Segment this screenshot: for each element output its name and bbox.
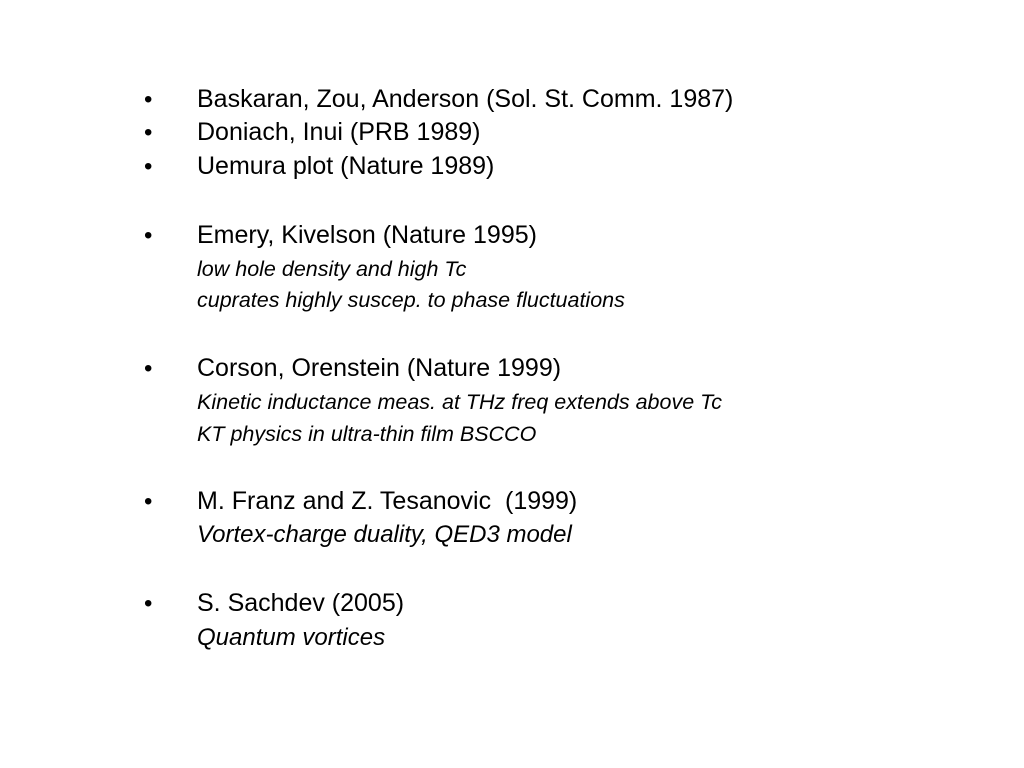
reference-franz: M. Franz and Z. Tesanovic (1999) [197,487,578,515]
note-emery-2: cuprates highly suscep. to phase fluctuations [197,288,625,312]
reference-emery: Emery, Kivelson (Nature 1995) [197,221,537,249]
reference-sachdev: S. Sachdev (2005) [197,589,405,617]
reference-uemura: Uemura plot (Nature 1989) [197,152,495,180]
bullet-marker: • [144,86,153,113]
bullet-marker: • [144,153,153,180]
bullet-marker: • [144,355,153,382]
note-sachdev-1: Quantum vortices [197,624,386,651]
note-emery-1: low hole density and high Tc [197,257,467,281]
note-corson-1: Kinetic inductance meas. at THz freq extends above Tc [197,390,723,414]
reference-doniach: Doniach, Inui (PRB 1989) [197,118,481,146]
bullet-marker: • [144,488,153,515]
note-franz-1: Vortex-charge duality, QED3 model [197,521,572,548]
reference-corson: Corson, Orenstein (Nature 1999) [197,354,562,382]
bullet-marker: • [144,119,153,146]
reference-baskaran: Baskaran, Zou, Anderson (Sol. St. Comm. 1987) [197,85,734,113]
note-corson-2: KT physics in ultra-thin film BSCCO [197,422,537,446]
bullet-marker: • [144,590,153,617]
bullet-marker: • [144,222,153,249]
